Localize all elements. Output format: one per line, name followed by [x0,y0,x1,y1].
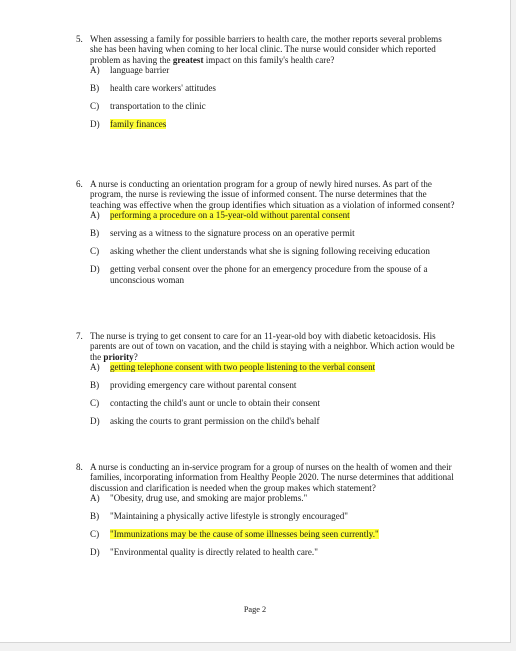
question-6 [76,179,456,285]
option-text: serving as a witness to the signature process on an operative permit [110,228,355,239]
option-text: asking the courts to grant permission on the child's behalf [110,416,320,427]
option-letter: C) [90,398,100,409]
answer-option-c [76,246,456,256]
answer-option-c [76,529,456,539]
answer-option-c [76,101,456,111]
option-text: "Maintaining a physically active lifestyle is strongly encouraged" [110,511,348,522]
option-letter: B) [90,228,100,239]
answer-option-a [76,493,456,503]
highlighted-answer: "Immunizations may be the cause of some illnesses being seen currently." [110,529,379,540]
question-number: 7. [76,331,83,341]
option-letter: B) [90,380,100,391]
option-text: "Environmental quality is directly related to health care." [110,547,318,558]
answer-option-d [76,119,456,129]
highlighted-answer: performing a procedure on a 15-year-old without parental consent [110,210,350,221]
question-5 [76,34,456,130]
stem-part: When assessing a family for possible barriers to health care, the mother reports several problems she has been having when coming to her local clinic. The nurse would consider which reported problem as having the [90,34,442,65]
option-letter: A) [90,362,100,373]
option-letter: A) [90,493,100,504]
answer-option-a [76,362,456,372]
question-number: 8. [76,462,83,472]
option-letter: A) [90,210,100,221]
question-text [90,34,456,65]
option-text: transportation to the clinic [110,101,206,112]
stem-part: ? [133,351,138,362]
stem-part: impact on this family's health care? [203,54,335,65]
question-8 [76,462,456,558]
answer-option-d [76,264,456,285]
highlighted-answer: family finances [110,119,167,130]
stem-part: The nurse is trying to get consent to care for an 11-year-old boy with diabetic ketoacidosis. His parents are out of town on vacation, and the child is staying with a neighbor. Which action would be the [90,331,455,362]
option-text: contacting the child's aunt or uncle to obtain their consent [110,398,320,409]
question-number: 6. [76,179,83,189]
option-letter: A) [90,65,100,76]
option-letter: D) [90,264,100,275]
answer-option-a [76,210,456,220]
option-letter: D) [90,119,100,130]
option-text: providing emergency care without parental consent [110,380,297,391]
question-number: 5. [76,34,83,44]
stem-emphasis: priority [103,351,134,362]
answer-option-d [76,416,456,426]
question-text: A nurse is conducting an orientation program for a group of newly hired nurses. As part of the program, the nurse is reviewing the issue of informed consent. The nurse determines that the teaching was effective when the group identifies which situation as a violation of informed consent? [90,179,455,210]
option-letter: C) [90,529,100,540]
option-letter: D) [90,416,100,427]
question-text [90,331,456,362]
answer-option-a [76,65,456,75]
answer-option-b [76,511,456,521]
question-7 [76,331,456,427]
question-stem [76,331,456,362]
option-text: getting verbal consent over the phone for an emergency procedure from the spouse of a unconscious woman [110,264,428,285]
option-letter: C) [90,101,100,112]
highlighted-answer: getting telephone consent with two people listening to the verbal consent [110,362,376,373]
answer-option-b [76,83,456,93]
option-text: health care workers' attitudes [110,83,216,94]
question-stem [76,179,456,210]
answer-option-c [76,398,456,408]
option-letter: B) [90,511,100,522]
question-text: A nurse is conducting an in-service program for a group of nurses on the health of women and their families, incorporating information from Healthy People 2020. The nurse determines that additional discussion and clarification is needed when the group makes which statement? [90,462,454,493]
option-letter: D) [90,547,100,558]
option-letter: C) [90,246,100,257]
option-letter: B) [90,83,100,94]
option-text: "Obesity, drug use, and smoking are major problems." [110,493,308,504]
question-stem [76,462,456,493]
page-number: Page 2 [243,605,267,614]
stem-emphasis: greatest [172,54,204,65]
option-text: language barrier [110,65,170,76]
answer-option-d [76,547,456,557]
option-text: asking whether the client understands what she is signing following receiving education [110,246,430,257]
answer-option-b [76,380,456,390]
question-stem [76,34,456,65]
answer-option-b [76,228,456,238]
